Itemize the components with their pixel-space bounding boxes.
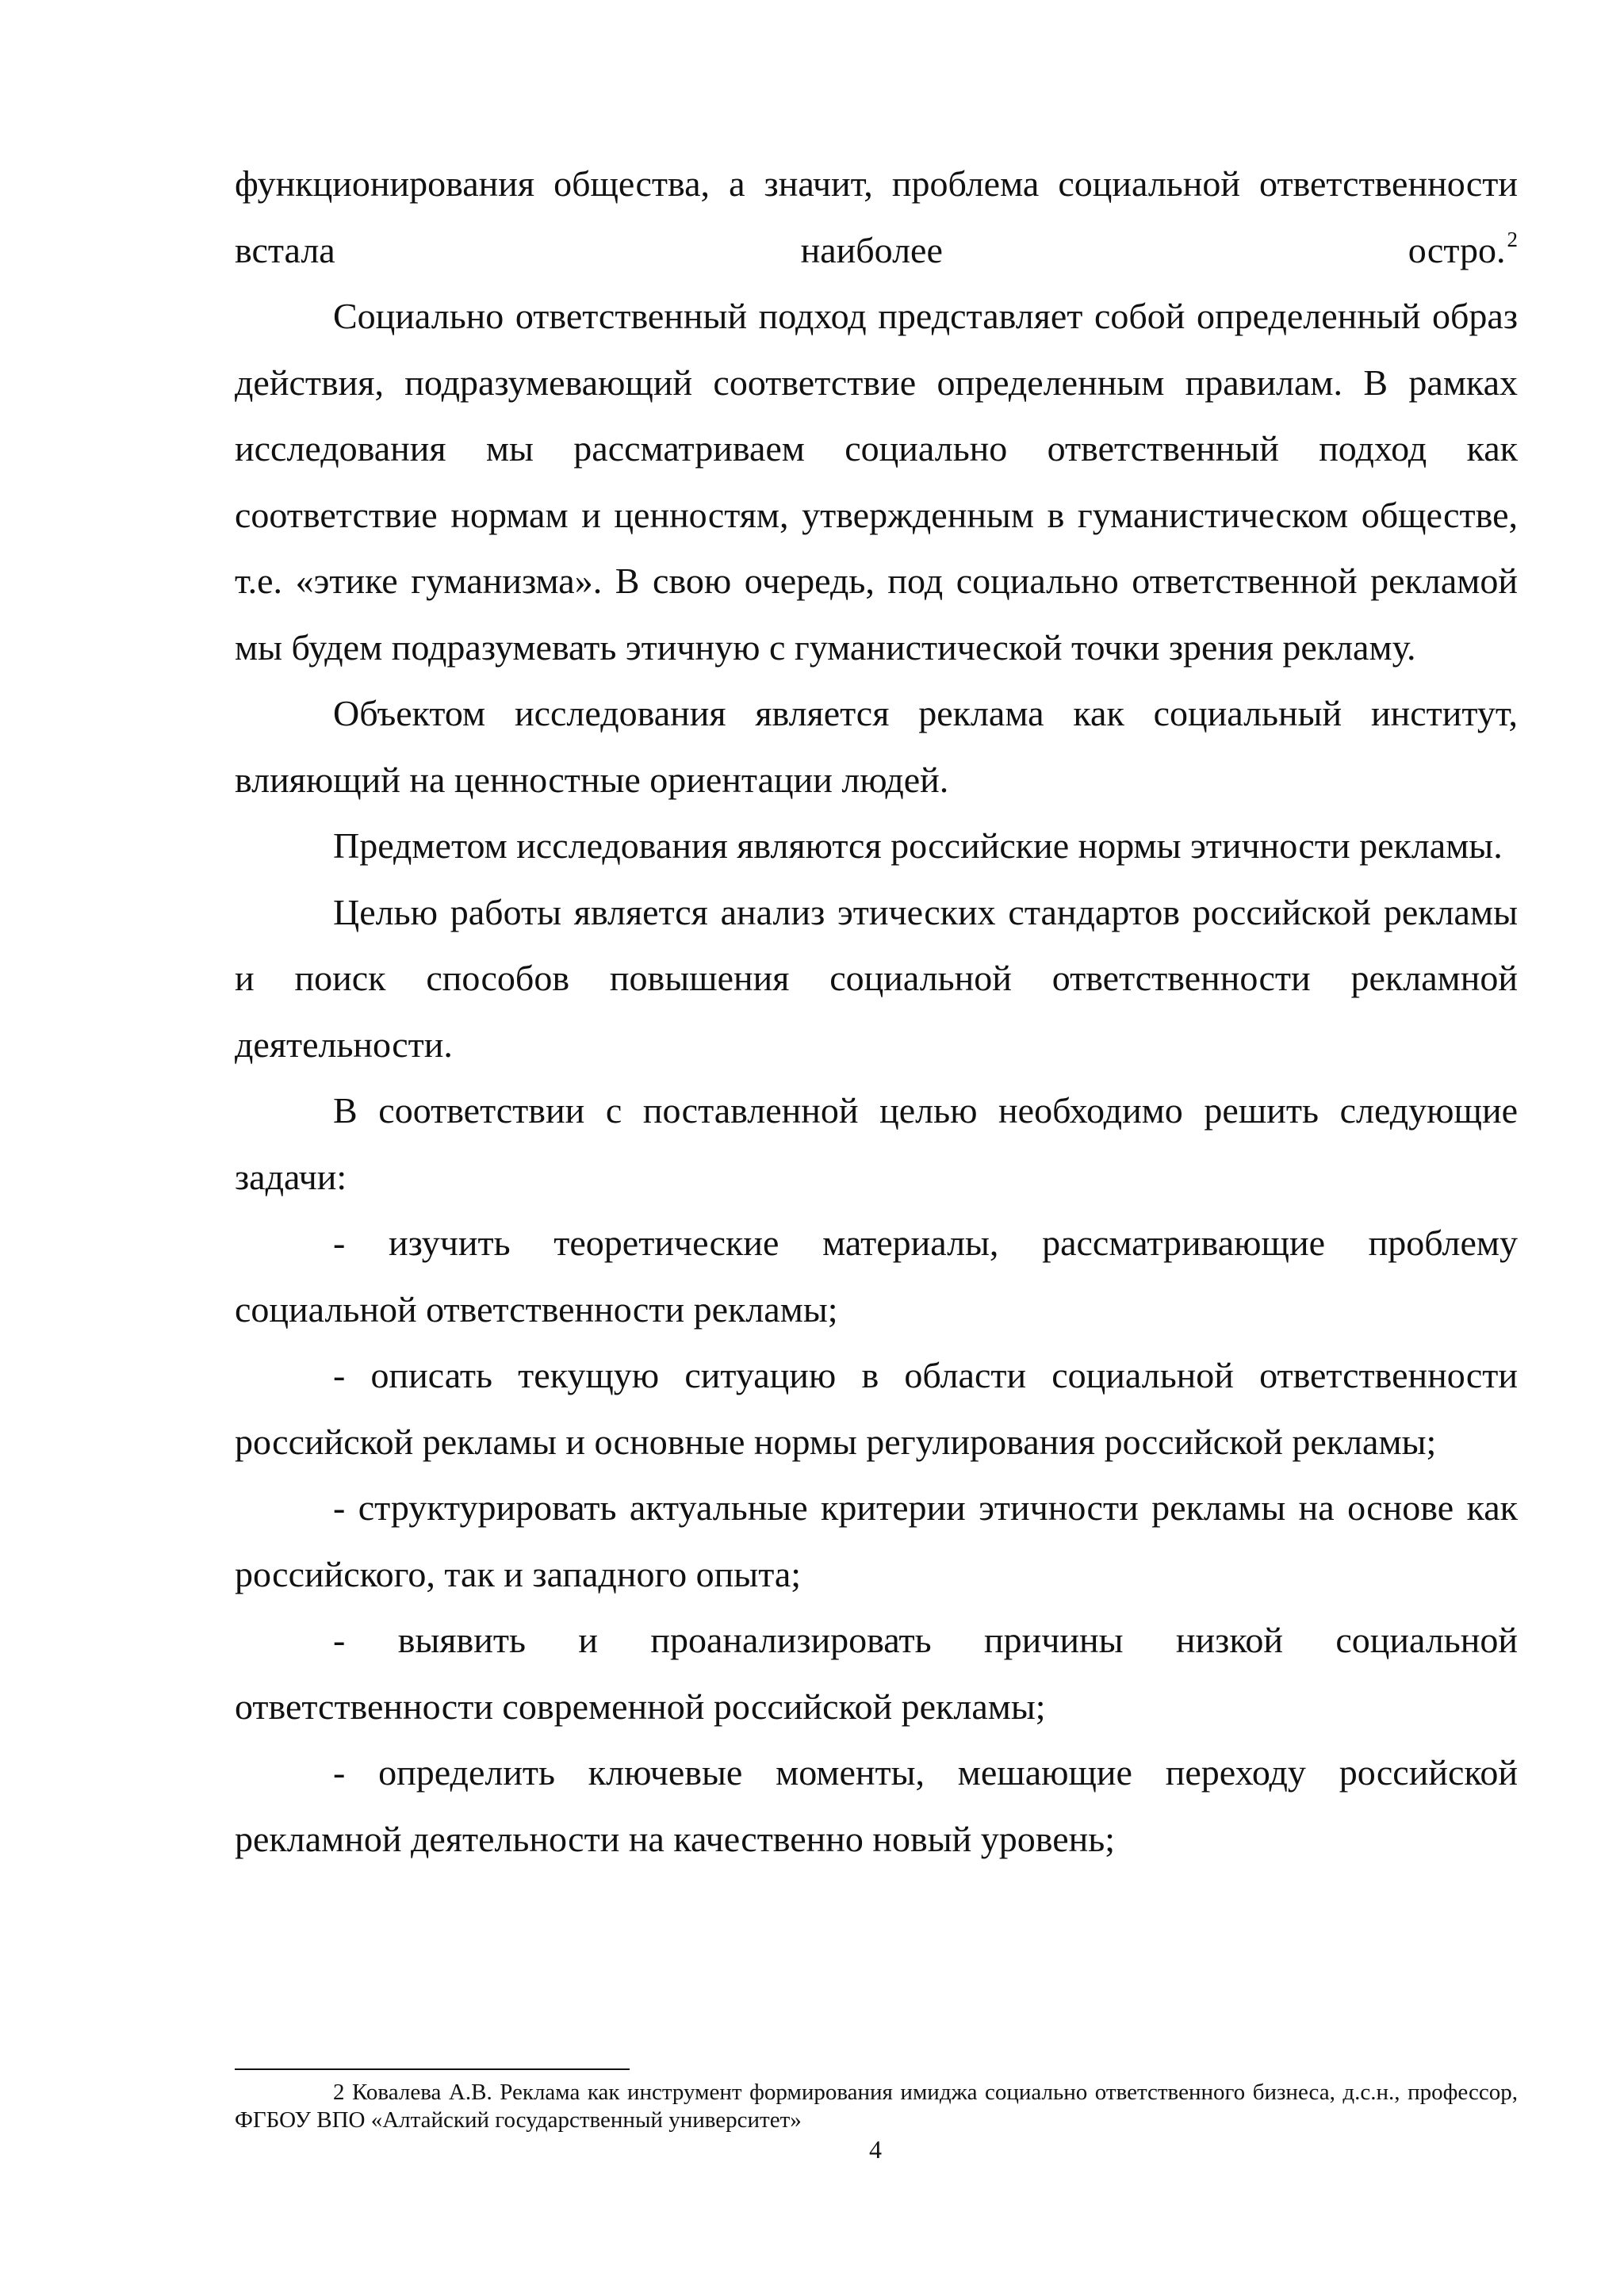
- footnote-text: 2 Ковалева А.В. Реклама как инструмент формирования имиджа социально ответственного бизнеса, д.с.н., профессор, ФГБОУ ВПО «Алтайский государственный университет»: [235, 2080, 1518, 2133]
- paragraph-continuation: [235, 151, 1518, 283]
- paragraph-object: Объектом исследования является реклама как социальный институт, влияющий на ценностные ориентации людей.: [235, 693, 1518, 800]
- paragraph-tasks-intro: В соответствии с поставленной целью необходимо решить следующие задачи:: [235, 1090, 1518, 1197]
- paragraph-subject: Предметом исследования являются российские нормы этичности рекламы.: [333, 825, 1503, 866]
- task-item: - определить ключевые моменты, мешающие переходу российской рекламной деятельности на качественно новый уровень;: [235, 1752, 1518, 1859]
- task-item: - описать текущую ситуацию в области социальной ответственности российской рекламы и основные нормы регулирования российской рекламы;: [235, 1355, 1518, 1462]
- paragraph-goal: Целью работы является анализ этических стандартов российской рекламы и поиск способов повышения социальной ответственности рекламной деятельности.: [235, 891, 1518, 1065]
- task-item: - изучить теоретические материалы, рассматривающие проблему социальной ответственности рекламы;: [235, 1223, 1518, 1330]
- paragraph-approach: Социально ответственный подход представляет собой определенный образ действия, подразумевающий соответствие определенным правилам. В рамках исследования мы рассматриваем социально ответственный подход как соответствие нормам и ценностям, утвержденным в гуманистическом обществе, т.е. «этике гуманизма». В свою очередь, под социально ответственной рекламой мы будем подразумевать этичную с гуманистической точки зрения рекламу.: [235, 296, 1518, 668]
- footnote-reference[interactable]: 2: [1507, 227, 1518, 251]
- task-item: - выявить и проанализировать причины низкой социальной ответственности современной российской рекламы;: [235, 1620, 1518, 1727]
- body-text: [235, 151, 1518, 1872]
- task-item: - структурировать актуальные критерии этичности рекламы на основе как российского, так и западного опыта;: [235, 1487, 1518, 1594]
- paragraph-text: функционирования общества, а значит, проблема социальной ответственности встала наиболее остро.: [235, 163, 1518, 270]
- footnote-separator: [235, 2068, 630, 2070]
- page-number: 4: [869, 2135, 882, 2164]
